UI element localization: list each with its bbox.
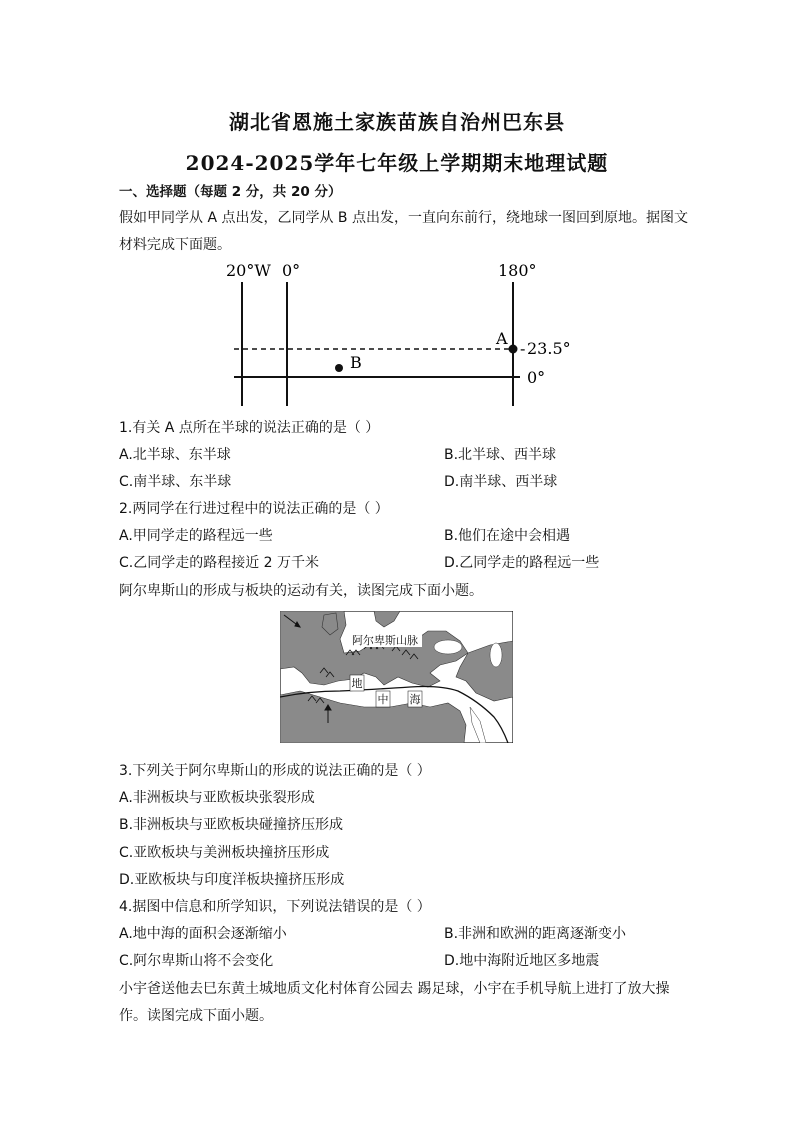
label-0-lat: 0° [527, 368, 546, 387]
section-heading: 一、选择题（每题 2 分，共 20 分） [119, 184, 342, 200]
q1-option-d[interactable]: D.南半球、西半球 [444, 474, 558, 490]
mediterranean-map [280, 611, 513, 743]
q4-option-b[interactable]: B.非洲和欧洲的距离逐渐变小 [444, 926, 627, 942]
label-alps: 阿尔卑斯山脉 [352, 634, 418, 647]
q2-option-c[interactable]: C.乙同学走的路程接近 2 万千米 [119, 555, 320, 571]
label-a: A [496, 329, 508, 348]
q2-option-a[interactable]: A.甲同学走的路程远一些 [119, 528, 273, 544]
label-zhong: 中 [377, 693, 389, 706]
label-235: 23.5° [527, 339, 571, 358]
label-tropic-dash: - [520, 339, 526, 358]
label-di: 地 [351, 677, 363, 690]
q2-option-b[interactable]: B.他们在途中会相遇 [444, 528, 571, 544]
q2-option-d[interactable]: D.乙同学走的路程远一些 [444, 555, 600, 571]
lonlat-diagram [220, 258, 600, 410]
q1-stem: 1.有关 A 点所在半球的说法正确的是（ ） [119, 420, 380, 436]
q1-option-c[interactable]: C.南半球、东半球 [119, 474, 232, 490]
label-20w: 20°W [226, 261, 271, 280]
q3-option-d[interactable]: D.亚欧板块与印度洋板块撞挤压形成 [119, 872, 345, 888]
q2-stem: 2.两同学在行进过程中的说法正确的是（ ） [119, 501, 389, 517]
page-title-line1: 湖北省恩施土家族苗族自治州巴东县 [229, 110, 565, 134]
q1-option-b[interactable]: B.北半球、西半球 [444, 447, 557, 463]
label-hai: 海 [409, 693, 421, 706]
q4-option-d[interactable]: D.地中海附近地区多地震 [444, 953, 600, 969]
q3-option-a[interactable]: A.非洲板块与亚欧板块张裂形成 [119, 790, 315, 806]
point-b-dot [335, 364, 343, 372]
page-title-line2: 2024-2025学年七年级上学期期末地理试题 [185, 151, 609, 175]
q3-stem: 3.下列关于阿尔卑斯山的形成的说法正确的是（ ） [119, 763, 431, 779]
label-b: B [350, 353, 362, 372]
intro2-line1: 阿尔卑斯山的形成与板块的运动有关，读图完成下面小题。 [119, 583, 483, 599]
intro3-line1: 小宇爸送他去巳东黄土城地质文化村体育公园去 踢足球，小宇在手机导航上进打了放大操 [119, 981, 670, 997]
intro1-line1: 假如甲同学从 A 点出发，乙同学从 B 点出发，一直向东前行，绕地球一图回到原地。据图文 [119, 210, 688, 226]
q4-option-c[interactable]: C.阿尔卑斯山将不会变化 [119, 953, 274, 969]
q3-option-c[interactable]: C.亚欧板块与美洲板块撞挤压形成 [119, 845, 330, 861]
label-180: 180° [498, 261, 537, 280]
caspian-sea [490, 643, 502, 667]
q4-option-a[interactable]: A.地中海的面积会逐渐缩小 [119, 926, 287, 942]
intro1-line2: 材料完成下面题。 [119, 237, 231, 253]
black-sea [434, 640, 462, 654]
q4-stem: 4.据图中信息和所学知识，下列说法错误的是（ ） [119, 899, 431, 915]
point-a-dot [509, 345, 518, 354]
q1-option-a[interactable]: A.北半球、东半球 [119, 447, 231, 463]
label-0-lon: 0° [282, 261, 301, 280]
intro3-line2: 作。读图完成下面小题。 [119, 1008, 273, 1024]
q3-option-b[interactable]: B.非洲板块与亚欧板块碰撞挤压形成 [119, 817, 344, 833]
